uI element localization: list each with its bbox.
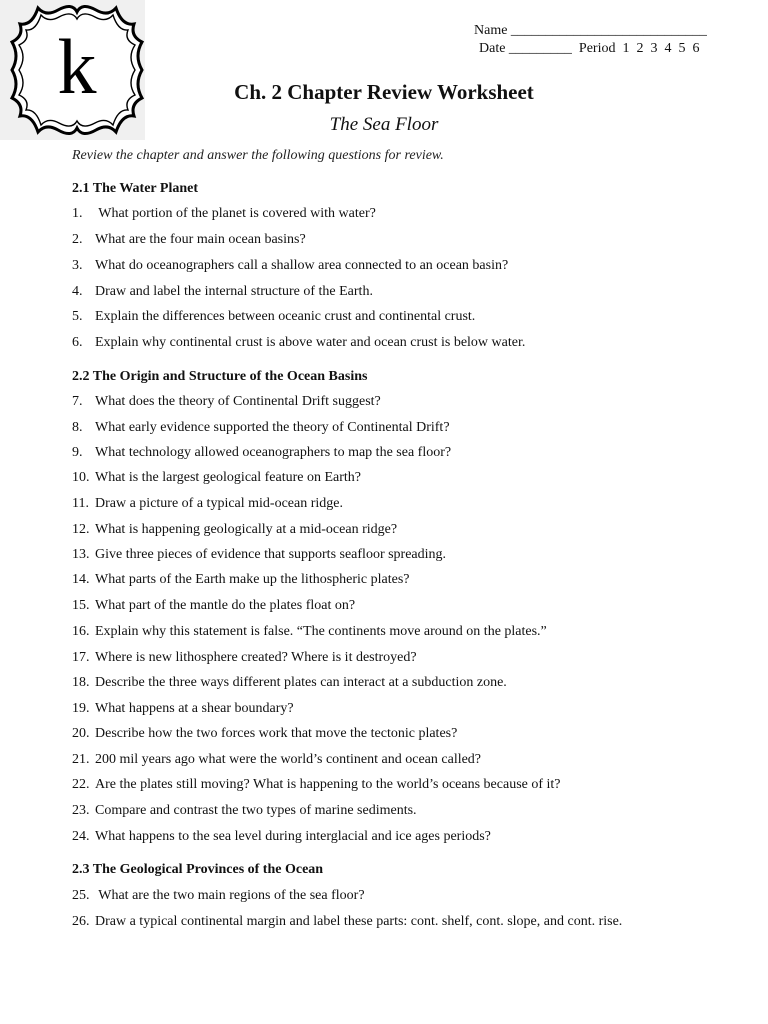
question-text: Compare and contrast the two types of marine sediments. xyxy=(95,803,417,818)
name-field-line: Name ____________________________ xyxy=(474,23,707,38)
question-number: 26. xyxy=(72,914,90,929)
question-item xyxy=(72,394,381,410)
question-item xyxy=(72,777,561,793)
question-item xyxy=(72,309,475,325)
question-item xyxy=(72,445,451,461)
question-number: 25. xyxy=(72,888,90,903)
question-number: 17. xyxy=(72,650,90,665)
question-number: 15. xyxy=(72,598,90,613)
question-number: 1. xyxy=(72,206,83,221)
question-number: 22. xyxy=(72,777,90,792)
page-title: Ch. 2 Chapter Review Worksheet xyxy=(234,80,534,104)
question-number: 16. xyxy=(72,624,90,639)
question-number: 24. xyxy=(72,829,90,844)
question-number: 6. xyxy=(72,335,83,350)
question-item xyxy=(72,258,508,274)
question-number: 12. xyxy=(72,522,90,537)
question-number: 18. xyxy=(72,675,90,690)
page-subtitle: The Sea Floor xyxy=(329,114,439,135)
question-text: Explain why this statement is false. “The continents move around on the plates.” xyxy=(95,624,547,639)
question-number: 7. xyxy=(72,394,83,409)
section-heading: 2.3 The Geological Provinces of the Ocean xyxy=(72,862,324,877)
question-item xyxy=(72,752,481,768)
question-text: What portion of the planet is covered with water? xyxy=(95,206,376,221)
question-item xyxy=(72,335,525,351)
question-number: 2. xyxy=(72,232,83,247)
question-item xyxy=(72,675,507,691)
question-text: 200 mil years ago what were the world’s continent and ocean called? xyxy=(95,752,482,767)
question-item xyxy=(72,829,491,845)
logo-letter: k xyxy=(57,23,97,110)
question-item xyxy=(72,420,450,436)
question-text: Describe the three ways different plates can interact at a subduction zone. xyxy=(95,675,507,690)
question-number: 21. xyxy=(72,752,90,767)
question-item xyxy=(72,598,355,614)
question-number: 9. xyxy=(72,445,83,460)
question-text: Where is new lithosphere created? Where is it destroyed? xyxy=(95,650,417,665)
question-text: What is happening geologically at a mid-ocean ridge? xyxy=(95,522,398,537)
question-text: What are the two main regions of the sea floor? xyxy=(95,888,365,903)
question-text: What early evidence supported the theory of Continental Drift? xyxy=(95,420,450,435)
section-heading: 2.1 The Water Planet xyxy=(72,181,198,196)
question-number: 11. xyxy=(72,496,89,511)
question-number: 5. xyxy=(72,309,83,324)
question-text: What technology allowed oceanographers to map the sea floor? xyxy=(95,445,452,460)
question-number: 13. xyxy=(72,547,90,562)
instructions: Review the chapter and answer the following questions for review. xyxy=(72,148,444,163)
question-number: 14. xyxy=(72,572,90,587)
question-item xyxy=(72,624,547,640)
question-item xyxy=(72,232,306,248)
question-item xyxy=(72,914,622,930)
question-number: 3. xyxy=(72,258,83,273)
question-text: Are the plates still moving? What is happening to the world’s oceans because of it? xyxy=(95,777,561,792)
question-text: Draw and label the internal structure of the Earth. xyxy=(95,284,373,299)
question-item xyxy=(72,726,457,742)
question-item xyxy=(72,803,417,819)
question-number: 19. xyxy=(72,701,90,716)
question-text: What are the four main ocean basins? xyxy=(95,232,306,247)
question-item xyxy=(72,701,294,717)
question-number: 20. xyxy=(72,726,90,741)
question-item xyxy=(72,206,376,222)
question-item xyxy=(72,888,365,904)
question-item xyxy=(72,572,410,588)
question-text: Draw a typical continental margin and label these parts: cont. shelf, cont. slope, and cont. rise. xyxy=(95,914,623,929)
question-text: Give three pieces of evidence that supports seafloor spreading. xyxy=(95,547,447,562)
question-text: What is the largest geological feature on Earth? xyxy=(95,470,362,485)
question-item xyxy=(72,496,343,512)
question-number: 4. xyxy=(72,284,83,299)
question-number: 8. xyxy=(72,420,83,435)
question-number: 23. xyxy=(72,803,90,818)
question-number: 10. xyxy=(72,470,90,485)
question-text: What do oceanographers call a shallow area connected to an ocean basin? xyxy=(95,258,509,273)
question-text: Explain the differences between oceanic crust and continental crust. xyxy=(95,309,476,324)
question-text: What parts of the Earth make up the lithospheric plates? xyxy=(95,572,410,587)
question-text: Explain why continental crust is above water and ocean crust is below water. xyxy=(95,335,526,350)
question-text: What part of the mantle do the plates float on? xyxy=(95,598,356,613)
question-item xyxy=(72,470,361,486)
date-period-line: Date _________ Period 1 2 3 4 5 6 xyxy=(479,41,700,56)
section-heading: 2.2 The Origin and Structure of the Ocean Basins xyxy=(72,369,368,384)
question-text: What does the theory of Continental Drift suggest? xyxy=(95,394,381,409)
question-item xyxy=(72,284,373,300)
question-item xyxy=(72,522,397,538)
question-text: What happens to the sea level during interglacial and ice ages periods? xyxy=(95,829,491,844)
question-item xyxy=(72,650,417,666)
question-text: Draw a picture of a typical mid-ocean ridge. xyxy=(95,496,344,511)
question-text: Describe how the two forces work that move the tectonic plates? xyxy=(95,726,458,741)
question-item xyxy=(72,547,446,563)
question-text: What happens at a shear boundary? xyxy=(95,701,294,716)
